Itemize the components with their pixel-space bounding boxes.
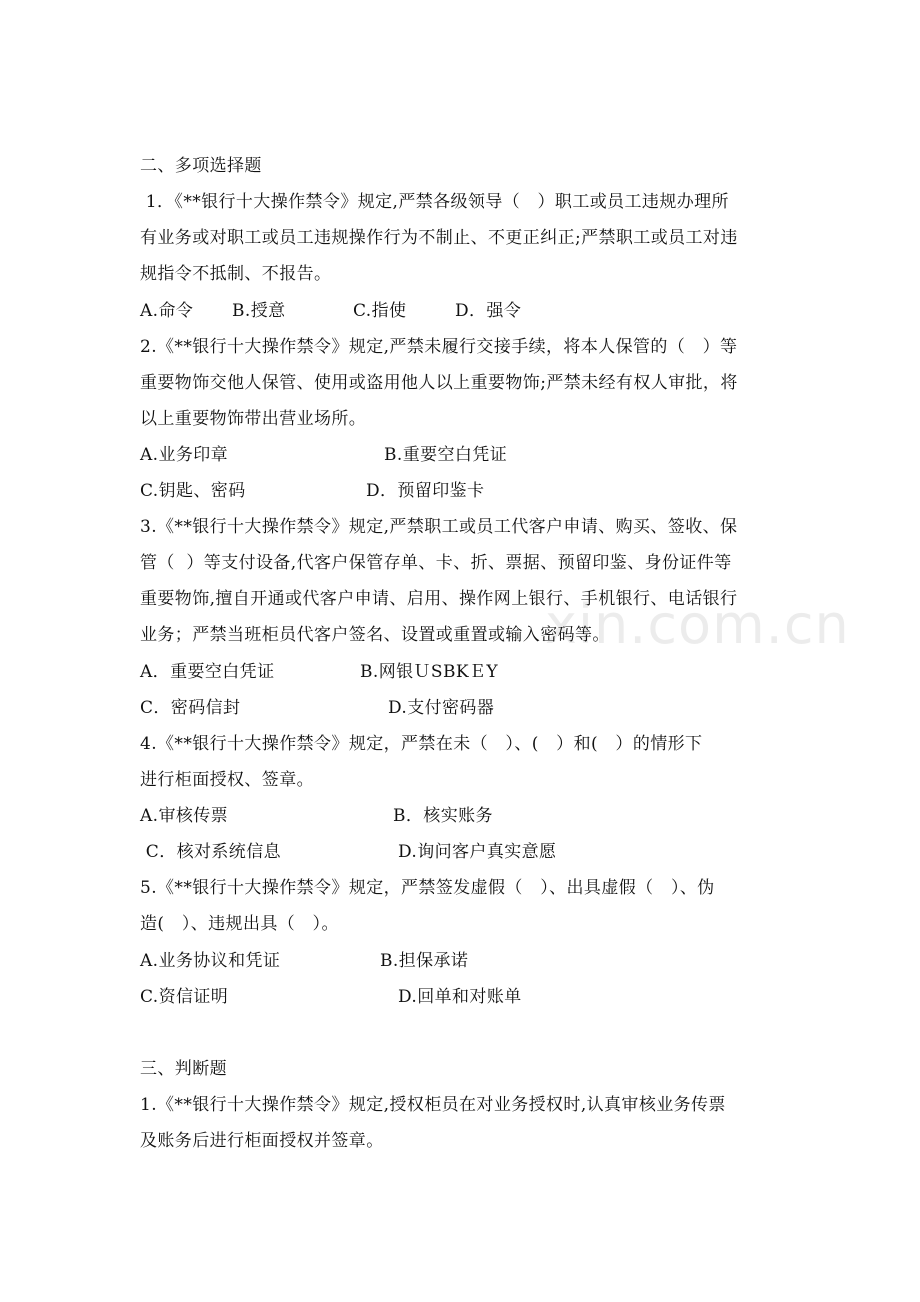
question-1-option-d: D．强令	[455, 301, 522, 321]
question-4-option-d: D.询问客户真实意愿	[398, 842, 557, 862]
question-3-option-a: A．重要空白凭证	[140, 662, 275, 682]
question-3-option-d: D.支付密码器	[388, 698, 495, 718]
question-3-option-b: B.网银ＵSBKＥY	[360, 662, 498, 682]
question-3-line-4: 业务；严禁当班柜员代客户签名、设置或重置或输入密码等。	[140, 625, 610, 645]
question-4-option-b: B．核实账务	[393, 806, 493, 826]
question-4-option-a: A.审核传票	[140, 806, 229, 826]
watermark: xin.com.cn	[545, 593, 850, 656]
question-3-line-2: 管（ ）等支付设备,代客户保管存单、卡、折、票据、预留印鉴、身份证件等	[140, 553, 732, 573]
question-2-line-1: 2.《**银行十大操作禁令》规定,严禁未履行交接手续，将本人保管的（ ）等	[140, 337, 738, 357]
question-5-line-2: 造( ）、违规出具（ ）。	[140, 914, 339, 934]
question-1-option-a: A.命令	[140, 301, 194, 321]
judgment-question-1-line-1: 1.《**银行十大操作禁令》规定,授权柜员在对业务授权时,认真审核业务传票	[140, 1095, 726, 1115]
question-5-line-1: 5.《**银行十大操作禁令》规定，严禁签发虚假（ ）、出具虚假（ ）、伪	[140, 878, 715, 898]
question-2-line-3: 以上重要物饰带出营业场所。	[140, 409, 367, 429]
question-4-option-c: C．核对系统信息	[140, 842, 282, 862]
question-2-option-a: A.业务印章	[140, 445, 229, 465]
question-4-line-2: 进行柜面授权、签章。	[140, 770, 314, 790]
question-1-option-b: B.授意	[232, 301, 286, 321]
question-3-line-3: 重要物饰,擅自开通或代客户申请、启用、操作网上银行、手机银行、电话银行	[140, 589, 738, 609]
question-5-option-d: D.回单和对账单	[398, 987, 522, 1007]
question-1-option-c: C.指使	[353, 301, 407, 321]
question-4-line-1: 4.《**银行十大操作禁令》规定，严禁在未（ ）、( ）和( ）的情形下	[140, 734, 703, 754]
question-1-line-1: 1．《**银行十大操作禁令》规定,严禁各级领导（ ）职工或员工违规办理所	[140, 192, 729, 212]
question-1-line-2: 有业务或对职工或员工违规操作行为不制止、不更正纠正;严禁职工或员工对违	[140, 228, 738, 248]
question-2-option-c: C.钥匙、密码	[140, 481, 246, 501]
question-5-option-c: C.资信证明	[140, 987, 229, 1007]
question-3-option-c: C．密码信封	[140, 698, 241, 718]
section-heading-true-false: 三、判断题	[140, 1059, 227, 1079]
question-3-line-1: 3.《**银行十大操作禁令》规定,严禁职工或员工代客户申请、购买、签收、保	[140, 517, 738, 537]
question-2-line-2: 重要物饰交他人保管、使用或盗用他人以上重要物饰;严禁未经有权人审批，将	[140, 373, 738, 393]
question-1-line-3: 规指令不抵制、不报告。	[140, 264, 332, 284]
question-2-option-d: D．预留印鉴卡	[366, 481, 485, 501]
section-heading-multiple-choice: 二、多项选择题	[140, 156, 262, 176]
question-5-option-a: A.业务协议和凭证	[140, 951, 281, 971]
question-5-option-b: B.担保承诺	[380, 951, 469, 971]
judgment-question-1-line-2: 及账务后进行柜面授权并签章。	[140, 1131, 384, 1151]
question-2-option-b: B.重要空白凭证	[384, 445, 508, 465]
